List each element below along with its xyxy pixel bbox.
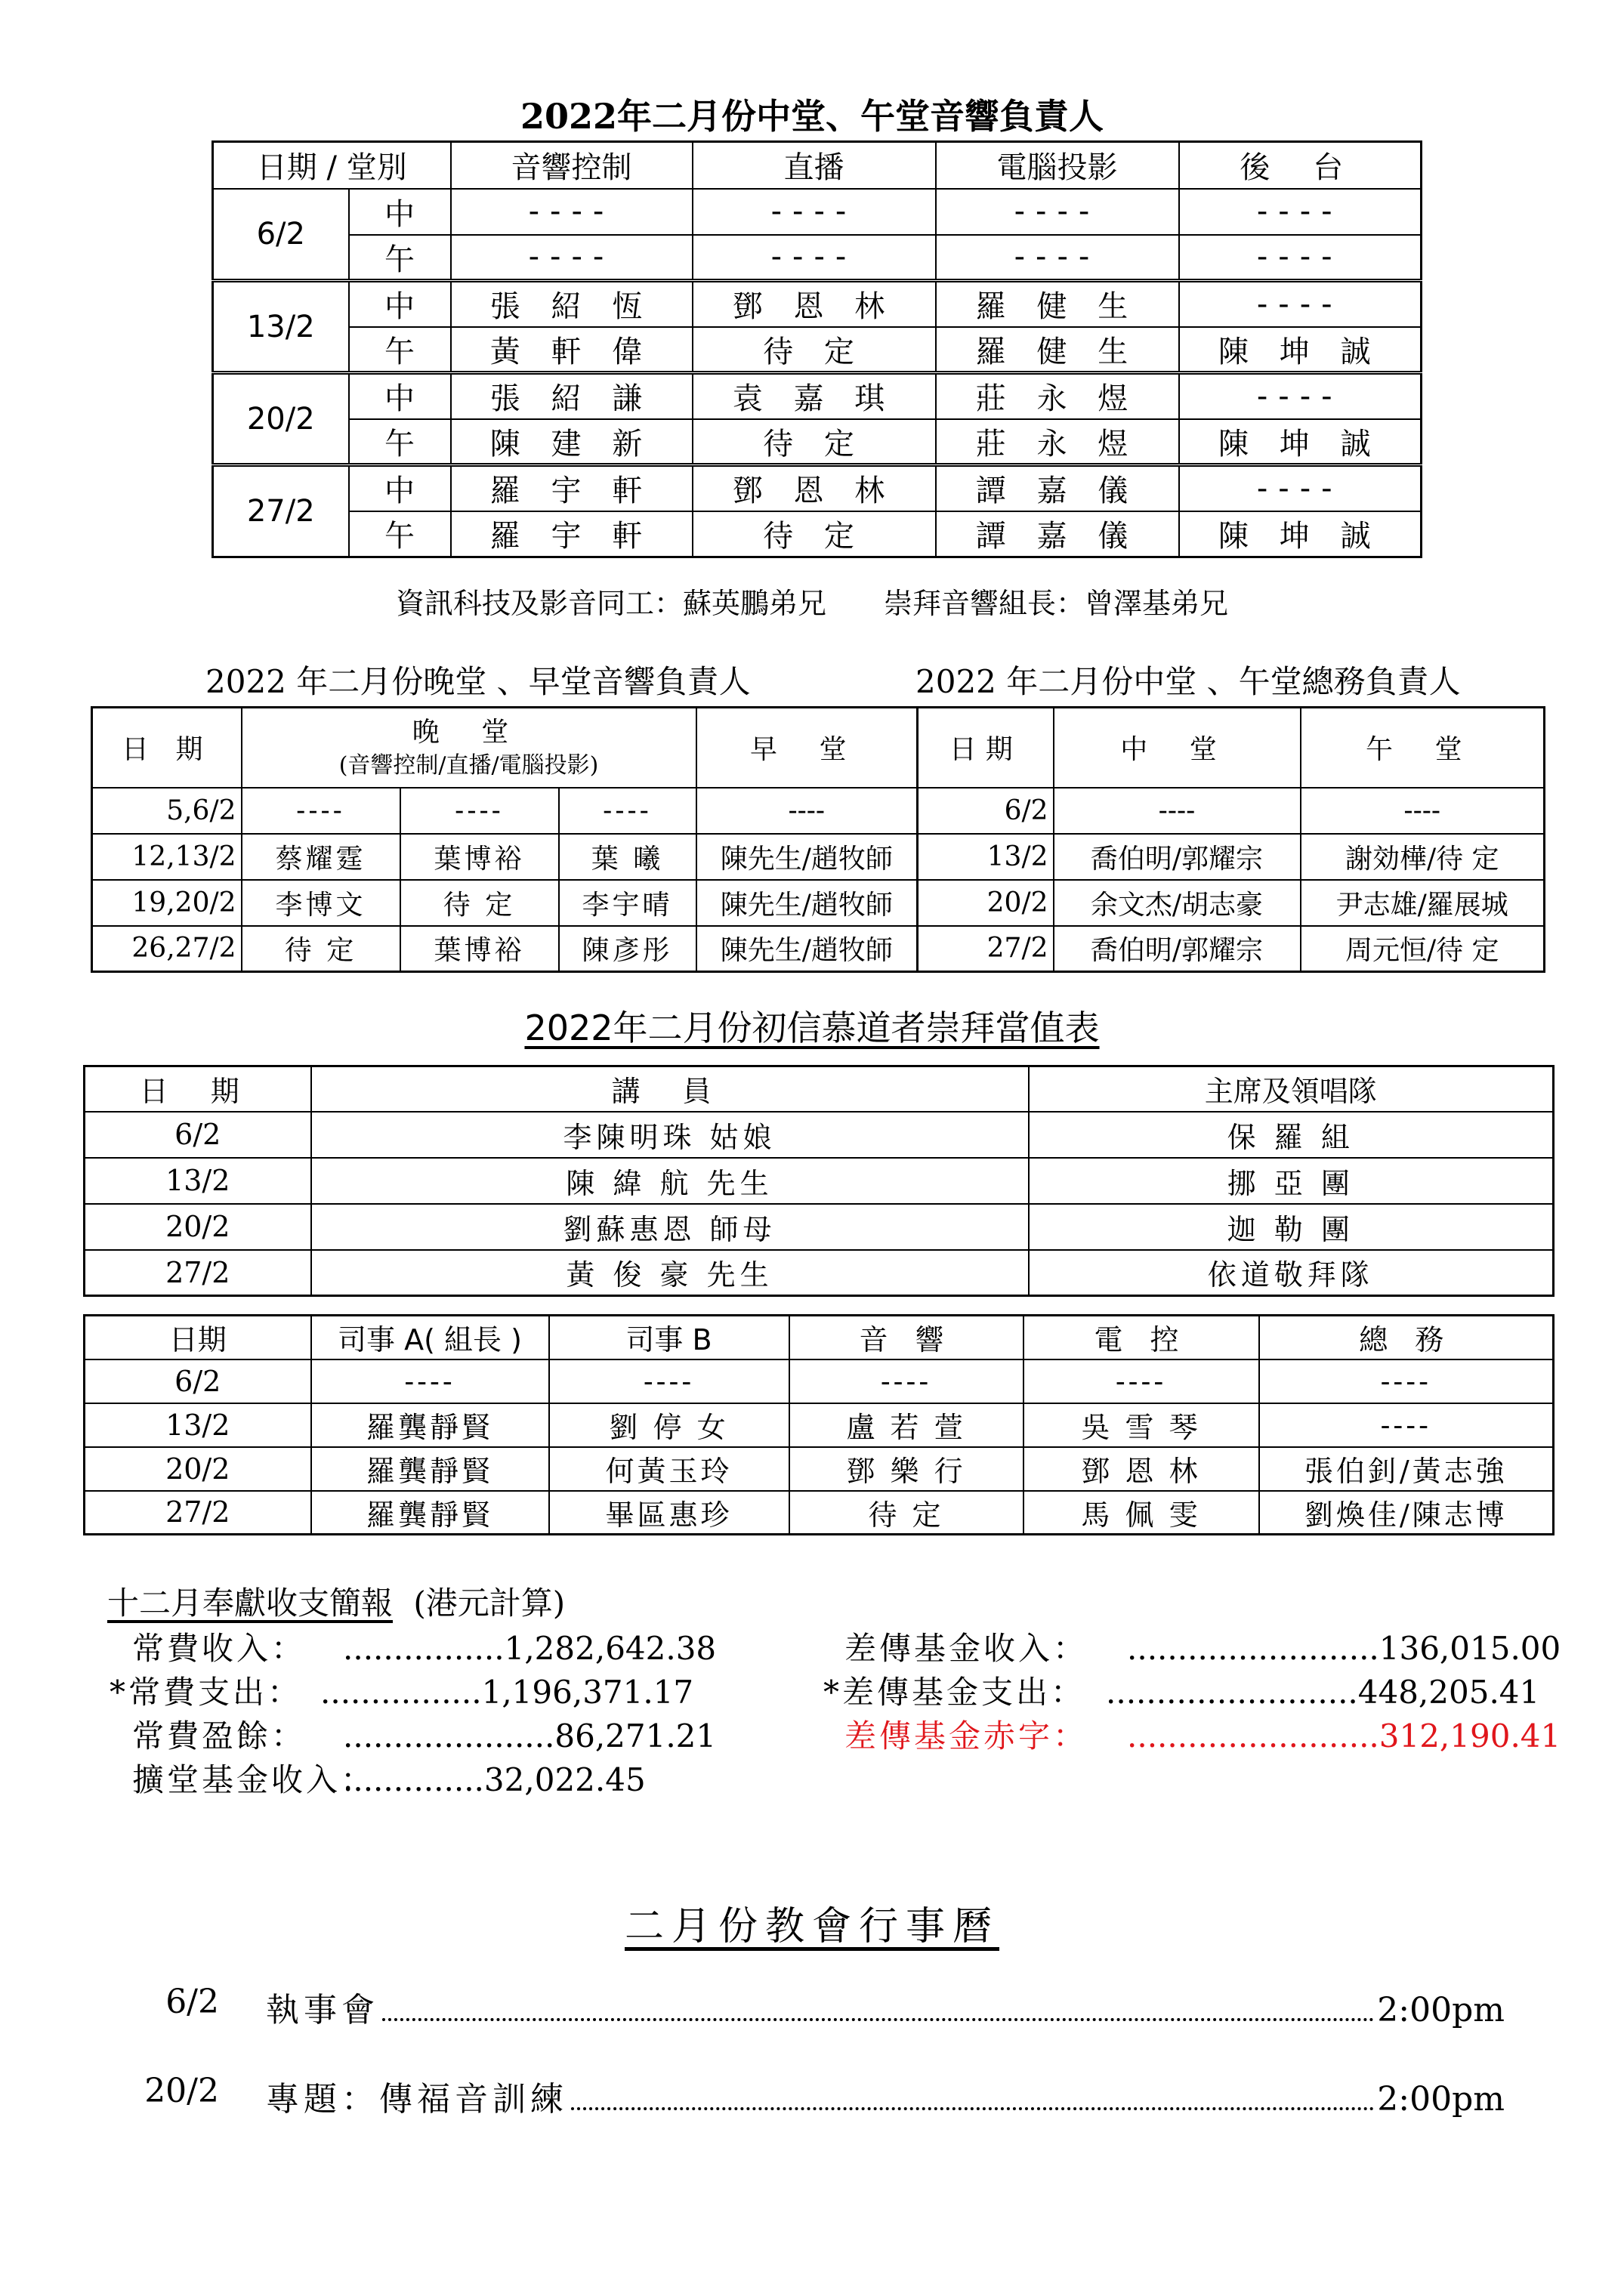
audio2-cell: ---- bbox=[559, 788, 696, 834]
audio2-cell: 李博文 bbox=[242, 880, 400, 926]
audio1-cell: 羅 宇 軒 bbox=[451, 465, 693, 511]
finance-heading bbox=[107, 1579, 565, 1624]
audio1-cell: ---- bbox=[1179, 373, 1422, 419]
general-row bbox=[918, 880, 1545, 926]
audio1-title: 2022年二月份中堂、午堂音響負責人 bbox=[520, 96, 1104, 137]
audio2-date: 19,20/2 bbox=[92, 880, 242, 926]
audio2-cell: ---- bbox=[696, 788, 918, 834]
ushers-cell: 何黃玉玲 bbox=[549, 1447, 789, 1491]
ushers-cell: 待 定 bbox=[789, 1491, 1023, 1535]
audio1-row bbox=[213, 511, 1422, 557]
ushers-table bbox=[83, 1314, 1555, 1535]
general-table bbox=[916, 706, 1545, 973]
audio1-row bbox=[213, 281, 1422, 327]
ushers-cell: ---- bbox=[1259, 1359, 1554, 1403]
audio1-session: 午 bbox=[349, 419, 451, 465]
calendar-leader-dots bbox=[382, 2018, 1374, 2021]
seekers-speaker: 劉蘇惠恩 師母 bbox=[311, 1204, 1029, 1250]
ushers-cell: 畢區惠珍 bbox=[549, 1491, 789, 1535]
finance-unit: (港元計算) bbox=[413, 1585, 566, 1622]
audio1-cell: ---- bbox=[936, 235, 1179, 281]
seekers-row bbox=[85, 1112, 1554, 1158]
seekers-header-chair: 主席及領唱隊 bbox=[1029, 1066, 1554, 1112]
audio1-date: 27/2 bbox=[213, 465, 349, 557]
audio1-cell: 羅 宇 軒 bbox=[451, 511, 693, 557]
audio1-cell: ---- bbox=[936, 189, 1179, 235]
audio1-session: 中 bbox=[349, 189, 451, 235]
audio1-cell: ---- bbox=[1179, 465, 1422, 511]
calendar-leader-dots bbox=[571, 2107, 1374, 2110]
audio2-header-evening bbox=[242, 708, 696, 788]
audio1-cell: 待 定 bbox=[693, 419, 936, 465]
calendar-event: 專題：傳福音訓練 bbox=[266, 2080, 568, 2119]
ushers-cell: 劉煥佳/陳志博 bbox=[1259, 1491, 1554, 1535]
audio1-cell: 譚 嘉 儀 bbox=[936, 511, 1179, 557]
calendar-item bbox=[0, 1983, 1624, 2028]
general-row bbox=[918, 788, 1545, 834]
general-cell: 謝効樺/待 定 bbox=[1301, 834, 1545, 880]
ushers-header-control: 電 控 bbox=[1023, 1316, 1259, 1359]
ushers-cell: 馬 佩 雯 bbox=[1023, 1491, 1259, 1535]
audio2-date: 5,6/2 bbox=[92, 788, 242, 834]
general-date: 27/2 bbox=[918, 926, 1054, 972]
audio2-cell: 李宇晴 bbox=[559, 880, 696, 926]
audio1-row bbox=[213, 235, 1422, 281]
audio1-row bbox=[213, 327, 1422, 373]
general-title: 2022 年二月份中堂 、午堂總務負責人 bbox=[915, 663, 1461, 700]
finance-label: *常費支出： bbox=[110, 1674, 303, 1711]
finance-label: 常費盈餘： bbox=[132, 1717, 307, 1754]
finance-line bbox=[823, 1668, 1561, 1711]
seekers-speaker: 陳 緯 航 先生 bbox=[311, 1158, 1029, 1204]
ushers-date: 13/2 bbox=[85, 1403, 311, 1447]
audio1-cell: 陳 坤 誠 bbox=[1179, 327, 1422, 373]
audio2-table bbox=[91, 706, 919, 973]
seekers-row bbox=[85, 1250, 1554, 1296]
general-cell: 喬伯明/郭耀宗 bbox=[1054, 926, 1301, 972]
ushers-cell: 羅龔靜賢 bbox=[311, 1491, 549, 1535]
audio2-header-evening-sub: (音響控制/直播/電腦投影) bbox=[338, 751, 599, 779]
audio1-cell: 待 定 bbox=[693, 511, 936, 557]
calendar-line bbox=[266, 2072, 1505, 2120]
finance-line bbox=[823, 1624, 1561, 1668]
audio2-header-evening-label: 晚 堂 bbox=[412, 716, 526, 748]
audio1-cell: 袁 嘉 琪 bbox=[693, 373, 936, 419]
seekers-speaker: 李陳明珠 姑娘 bbox=[311, 1112, 1029, 1158]
finance-line bbox=[110, 1755, 716, 1799]
finance-value: 136,015.00 bbox=[1379, 1630, 1561, 1667]
finance-value: 86,271.21 bbox=[554, 1717, 717, 1754]
finance-value: 1,196,371.17 bbox=[481, 1674, 694, 1711]
seekers-title: 2022年二月份初信慕道者崇拜當值表 bbox=[524, 1008, 1100, 1048]
finance-value: 448,205.41 bbox=[1357, 1674, 1540, 1711]
audio1-date: 20/2 bbox=[213, 373, 349, 465]
finance-label: 差傳基金赤字： bbox=[844, 1717, 1088, 1754]
seekers-speaker: 黃 俊 豪 先生 bbox=[311, 1250, 1029, 1296]
audio1-cell: 張 紹 謙 bbox=[451, 373, 693, 419]
general-header-date: 日期 bbox=[918, 708, 1054, 788]
audio2-cell: 葉博裕 bbox=[400, 926, 559, 972]
general-cell: ---- bbox=[1301, 788, 1545, 834]
audio1-table bbox=[211, 140, 1422, 558]
ushers-cell: 鄧 樂 行 bbox=[789, 1447, 1023, 1491]
finance-dots: ......................... bbox=[1127, 1717, 1379, 1754]
finance-label: 差傳基金收入： bbox=[844, 1630, 1088, 1667]
seekers-chair: 迦 勒 團 bbox=[1029, 1204, 1554, 1250]
general-cell: 喬伯明/郭耀宗 bbox=[1054, 834, 1301, 880]
audio2-cell: 待 定 bbox=[400, 880, 559, 926]
audio1-cell: 陳 建 新 bbox=[451, 419, 693, 465]
calendar-title: 二月份教會行事曆 bbox=[624, 1904, 999, 1949]
audio2-row bbox=[92, 834, 918, 880]
audio1-cell: ---- bbox=[693, 235, 936, 281]
seekers-date: 27/2 bbox=[85, 1250, 311, 1296]
calendar-date: 6/2 bbox=[165, 1983, 219, 2021]
finance-dots: ................ bbox=[343, 1630, 505, 1667]
seekers-table bbox=[83, 1065, 1555, 1297]
seekers-header-speaker: 講 員 bbox=[311, 1066, 1029, 1112]
finance-line bbox=[110, 1711, 716, 1755]
audio2-date: 26,27/2 bbox=[92, 926, 242, 972]
audio2-cell: ---- bbox=[242, 788, 400, 834]
audio2-row bbox=[92, 926, 918, 972]
finance-line bbox=[110, 1668, 716, 1711]
ushers-row bbox=[85, 1491, 1554, 1535]
general-header-afternoon: 午 堂 bbox=[1301, 708, 1545, 788]
audio2-cell: 葉 曦 bbox=[559, 834, 696, 880]
audio1-row bbox=[213, 189, 1422, 235]
finance-label: 擴堂基金收入： bbox=[132, 1761, 376, 1798]
calendar-line bbox=[266, 1983, 1505, 2031]
calendar-item bbox=[0, 2072, 1624, 2117]
audio1-session: 午 bbox=[349, 235, 451, 281]
general-date: 6/2 bbox=[918, 788, 1054, 834]
seekers-row bbox=[85, 1158, 1554, 1204]
finance-label: *差傳基金支出： bbox=[823, 1674, 1086, 1711]
audio2-date: 12,13/2 bbox=[92, 834, 242, 880]
audio1-cell: ---- bbox=[1179, 235, 1422, 281]
finance-line bbox=[110, 1624, 716, 1668]
ushers-row bbox=[85, 1447, 1554, 1491]
finance-right bbox=[823, 1624, 1561, 1755]
audio2-cell: 陳先生/趙牧師 bbox=[696, 926, 918, 972]
calendar-date: 20/2 bbox=[144, 2072, 219, 2110]
audio2-header-morning: 早 堂 bbox=[696, 708, 918, 788]
finance-label: 常費收入： bbox=[132, 1630, 307, 1667]
finance-title: 十二月奉獻收支簡報 bbox=[107, 1585, 394, 1622]
audio1-cell: ---- bbox=[1179, 189, 1422, 235]
audio1-cell: 張 紹 恆 bbox=[451, 281, 693, 327]
audio1-header-sound: 音響控制 bbox=[451, 142, 693, 189]
audio1-cell: 黃 軒 偉 bbox=[451, 327, 693, 373]
ushers-header-usher-b: 司事 B bbox=[549, 1316, 789, 1359]
general-cell: 余文杰/胡志豪 bbox=[1054, 880, 1301, 926]
audio1-session: 中 bbox=[349, 281, 451, 327]
audio1-cell: 待 定 bbox=[693, 327, 936, 373]
ushers-cell: 劉 停 女 bbox=[549, 1403, 789, 1447]
audio2-cell: 陳先生/趙牧師 bbox=[696, 880, 918, 926]
ushers-header-general: 總 務 bbox=[1259, 1316, 1554, 1359]
audio1-cell: 陳 坤 誠 bbox=[1179, 419, 1422, 465]
ushers-row bbox=[85, 1403, 1554, 1447]
audio1-cell: 羅 健 生 bbox=[936, 327, 1179, 373]
seekers-header-date: 日 期 bbox=[85, 1066, 311, 1112]
finance-value: 312,190.41 bbox=[1379, 1717, 1561, 1754]
general-row bbox=[918, 926, 1545, 972]
ushers-cell: ---- bbox=[1023, 1359, 1259, 1403]
ushers-date: 6/2 bbox=[85, 1359, 311, 1403]
ushers-header-usher-a: 司事 A( 組長 ) bbox=[311, 1316, 549, 1359]
audio2-row bbox=[92, 880, 918, 926]
ushers-row bbox=[85, 1359, 1554, 1403]
ushers-cell: ---- bbox=[311, 1359, 549, 1403]
audio2-cell: 待 定 bbox=[242, 926, 400, 972]
audio2-cell: ---- bbox=[400, 788, 559, 834]
ushers-date: 27/2 bbox=[85, 1491, 311, 1535]
audio1-date: 6/2 bbox=[213, 189, 349, 281]
audio1-session: 中 bbox=[349, 373, 451, 419]
finance-line bbox=[823, 1711, 1561, 1755]
general-date: 13/2 bbox=[918, 834, 1054, 880]
finance-dots: ......................... bbox=[1106, 1674, 1358, 1711]
ushers-cell: 吳 雪 琴 bbox=[1023, 1403, 1259, 1447]
ushers-header-sound: 音 響 bbox=[789, 1316, 1023, 1359]
finance-dots: .............. bbox=[343, 1761, 484, 1798]
audio2-cell: 陳彥彤 bbox=[559, 926, 696, 972]
audio1-cell: 莊 永 煜 bbox=[936, 419, 1179, 465]
general-cell: 周元恒/待 定 bbox=[1301, 926, 1545, 972]
audio1-header-row bbox=[213, 142, 1422, 189]
ushers-header-date: 日期 bbox=[85, 1316, 311, 1359]
general-date: 20/2 bbox=[918, 880, 1054, 926]
calendar-event: 執事會 bbox=[266, 1991, 379, 2029]
audio1-cell: 陳 坤 誠 bbox=[1179, 511, 1422, 557]
general-row bbox=[918, 834, 1545, 880]
finance-dots: ......................... bbox=[1127, 1630, 1379, 1667]
audio1-header-date: 日期 / 堂別 bbox=[213, 142, 451, 189]
audio1-session: 午 bbox=[349, 327, 451, 373]
finance-left bbox=[110, 1624, 716, 1799]
ushers-cell: 張伯釗/黃志強 bbox=[1259, 1447, 1554, 1491]
seekers-chair: 保 羅 組 bbox=[1029, 1112, 1554, 1158]
audio1-cell: 莊 永 煜 bbox=[936, 373, 1179, 419]
seekers-row bbox=[85, 1204, 1554, 1250]
ushers-cell: 羅龔靜賢 bbox=[311, 1403, 549, 1447]
seekers-date: 13/2 bbox=[85, 1158, 311, 1204]
ushers-cell: ---- bbox=[789, 1359, 1023, 1403]
audio1-header-projection: 電腦投影 bbox=[936, 142, 1179, 189]
seekers-date: 6/2 bbox=[85, 1112, 311, 1158]
audio1-cell: 羅 健 生 bbox=[936, 281, 1179, 327]
audio1-date: 13/2 bbox=[213, 281, 349, 373]
audio1-cell: 鄧 恩 林 bbox=[693, 465, 936, 511]
ushers-cell: ---- bbox=[549, 1359, 789, 1403]
audio1-row bbox=[213, 373, 1422, 419]
finance-value: 1,282,642.38 bbox=[504, 1630, 717, 1667]
ushers-cell: 鄧 恩 林 bbox=[1023, 1447, 1259, 1491]
audio1-header-backstage: 後 台 bbox=[1179, 142, 1422, 189]
audio2-header-date: 日 期 bbox=[92, 708, 242, 788]
ushers-cell: 盧 若 萱 bbox=[789, 1403, 1023, 1447]
audio1-session: 午 bbox=[349, 511, 451, 557]
audio1-cell: ---- bbox=[451, 235, 693, 281]
ushers-date: 20/2 bbox=[85, 1447, 311, 1491]
audio1-header-live: 直播 bbox=[693, 142, 936, 189]
calendar-time: 2:00pm bbox=[1377, 1991, 1505, 2029]
audio1-cell: ---- bbox=[693, 189, 936, 235]
audio2-cell: 葉博裕 bbox=[400, 834, 559, 880]
general-header-mid: 中 堂 bbox=[1054, 708, 1301, 788]
audio1-cell: ---- bbox=[451, 189, 693, 235]
audio1-row bbox=[213, 465, 1422, 511]
seekers-chair: 依道敬拜隊 bbox=[1029, 1250, 1554, 1296]
audio2-cell: 蔡耀霆 bbox=[242, 834, 400, 880]
audio1-row bbox=[213, 419, 1422, 465]
finance-dots: ................ bbox=[320, 1674, 482, 1711]
seekers-date: 20/2 bbox=[85, 1204, 311, 1250]
finance-value: 32,022.45 bbox=[483, 1761, 646, 1798]
audio1-session: 中 bbox=[349, 465, 451, 511]
general-cell: ---- bbox=[1054, 788, 1301, 834]
finance-dots: ..................... bbox=[343, 1717, 555, 1754]
audio1-cell: 鄧 恩 林 bbox=[693, 281, 936, 327]
audio1-cell: ---- bbox=[1179, 281, 1422, 327]
audio2-title: 2022 年二月份晚堂 、早堂音響負責人 bbox=[205, 663, 751, 700]
audio1-cell: 譚 嘉 儀 bbox=[936, 465, 1179, 511]
general-cell: 尹志雄/羅展城 bbox=[1301, 880, 1545, 926]
ushers-cell: ---- bbox=[1259, 1403, 1554, 1447]
seekers-chair: 挪 亞 團 bbox=[1029, 1158, 1554, 1204]
ushers-cell: 羅龔靜賢 bbox=[311, 1447, 549, 1491]
audio2-cell: 陳先生/趙牧師 bbox=[696, 834, 918, 880]
audio1-footer: 資訊科技及影音同工：蘇英鵬弟兄 崇拜音響組長：曾澤基弟兄 bbox=[395, 587, 1228, 620]
audio2-row bbox=[92, 788, 918, 834]
calendar-time: 2:00pm bbox=[1377, 2080, 1505, 2119]
